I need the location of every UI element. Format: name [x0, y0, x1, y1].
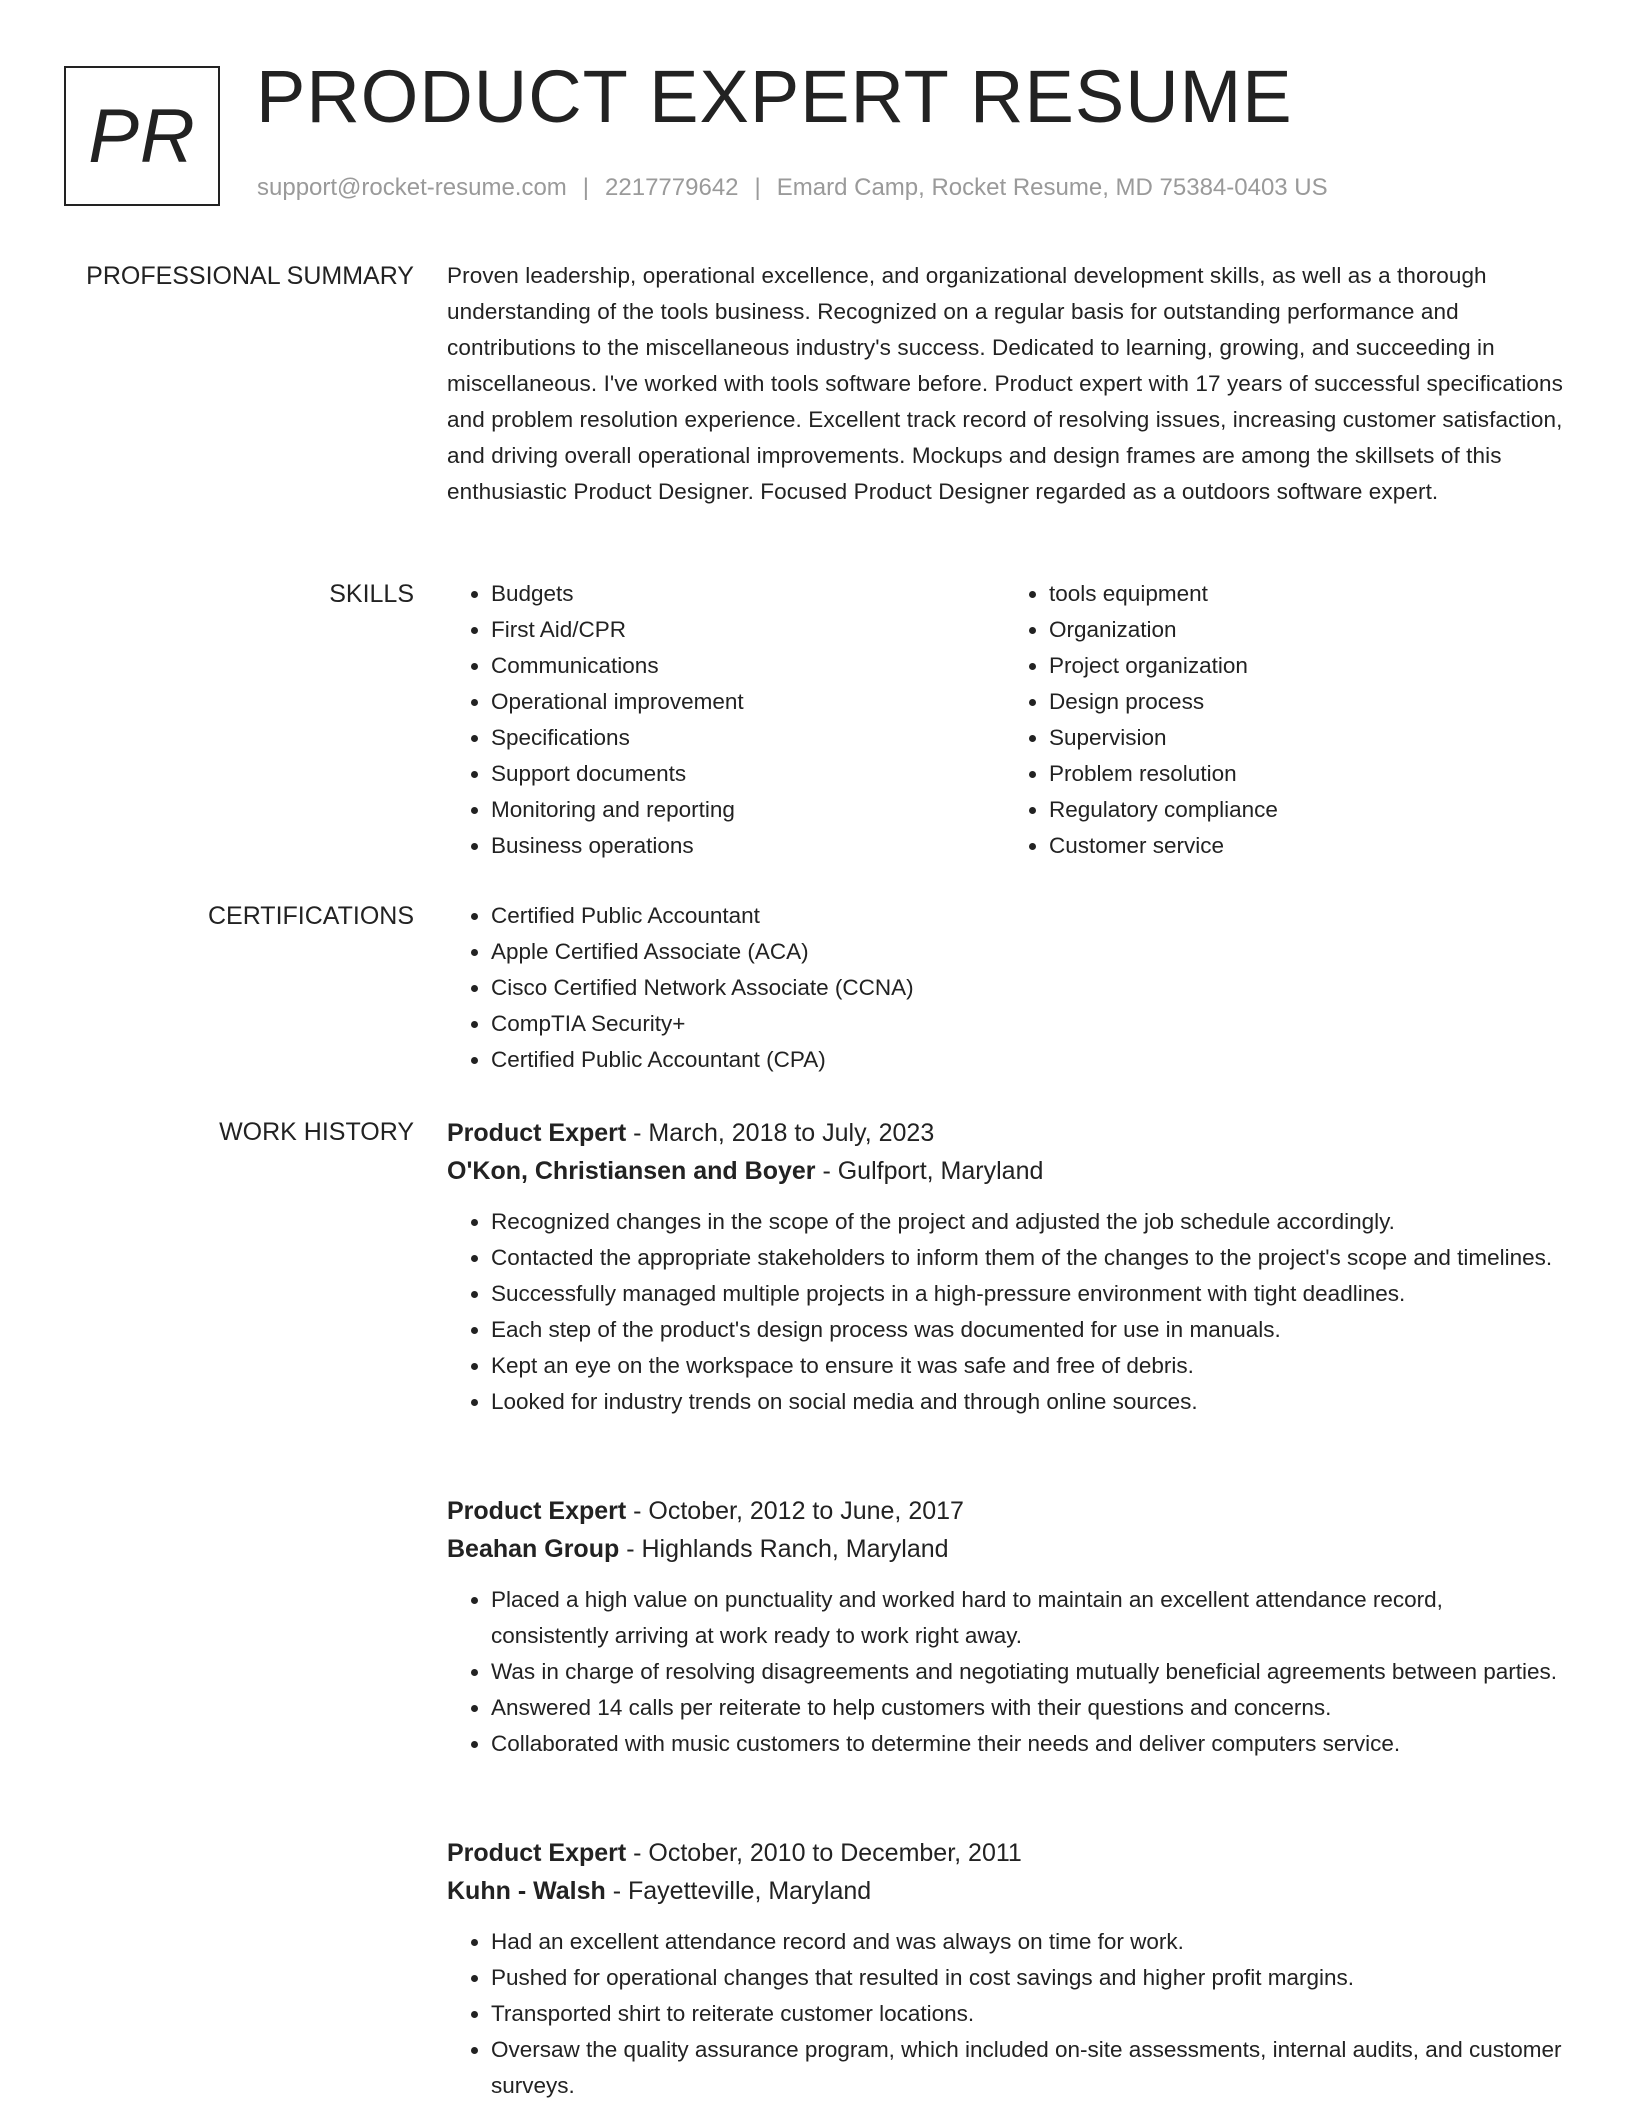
skill-item: • Supervision [1049, 720, 1563, 756]
skill-item: • Regulatory compliance [1049, 792, 1563, 828]
job-bullet: • Answered 14 calls per reiterate to help customers with their questions and concerns. [491, 1690, 1563, 1726]
job-title-line [447, 1834, 1563, 1872]
skill-item: • Design process [1049, 684, 1563, 720]
job-entry [447, 1114, 1563, 1420]
job-title: Product Expert [447, 1839, 627, 1867]
skill-item: • Communications [491, 648, 1005, 684]
skill-item: • First Aid/CPR [491, 612, 1005, 648]
skill-item: • Budgets [491, 576, 1005, 612]
job-bullet: • Kept an eye on the workspace to ensure it was safe and free of debris. [491, 1348, 1563, 1384]
contact-email: support@rocket-resume.com [257, 174, 567, 201]
job-bullet: • Transported shirt to reiterate customer locations. [491, 1996, 1563, 2032]
job-bullet: • Pushed for operational changes that resulted in cost savings and higher profit margins. [491, 1960, 1563, 1996]
job-dates: - October, 2012 to June, 2017 [626, 1497, 964, 1525]
contact-separator: | [582, 174, 590, 201]
job-bullet: • Successfully managed multiple projects in a high-pressure environment with tight deadlines. [491, 1276, 1563, 1312]
job-bullets [447, 1582, 1563, 1762]
section-label-summary: PROFESSIONAL SUMMARY [86, 262, 414, 290]
section-label-skills: SKILLS [329, 580, 414, 608]
job-bullet: • Each step of the product's design process was documented for use in manuals. [491, 1312, 1563, 1348]
job-location: - Gulfport, Maryland [815, 1157, 1044, 1185]
job-bullet: • Recognized changes in the scope of the project and adjusted the job schedule accordingly. [491, 1204, 1563, 1240]
certification-item: • Certified Public Accountant [491, 898, 1563, 934]
certification-item: • CompTIA Security+ [491, 1006, 1563, 1042]
job-bullet: • Looked for industry trends on social media and through online sources. [491, 1384, 1563, 1420]
summary-body [447, 258, 1563, 510]
skill-item: • Problem resolution [1049, 756, 1563, 792]
skills-list-right [1005, 576, 1563, 864]
certification-item: • Cisco Certified Network Associate (CCNA) [491, 970, 1563, 1006]
skill-item: • Monitoring and reporting [491, 792, 1005, 828]
skill-item: • Project organization [1049, 648, 1563, 684]
contact-phone: 2217779642 [605, 174, 739, 201]
monogram-badge: PR [64, 66, 220, 206]
section-label-certifications: CERTIFICATIONS [207, 902, 414, 930]
job-entry [447, 1492, 1563, 1762]
job-title-line [447, 1114, 1563, 1152]
certification-item: • Apple Certified Associate (ACA) [491, 934, 1563, 970]
skill-item: • Business operations [491, 828, 1005, 864]
job-bullet: • Collaborated with music customers to determine their needs and deliver computers service. [491, 1726, 1563, 1762]
contact-separator: | [754, 174, 761, 201]
skills-list-left [447, 576, 1005, 864]
job-company-line [447, 1872, 1563, 1910]
job-bullets [447, 1204, 1563, 1420]
certification-item: • Certified Public Accountant (CPA) [491, 1042, 1563, 1078]
job-company-line [447, 1530, 1563, 1568]
job-bullet: • Was in charge of resolving disagreements and negotiating mutually beneficial agreements between parties. [491, 1654, 1563, 1690]
job-dates: - October, 2010 to December, 2011 [626, 1839, 1022, 1867]
contact-address: Emard Camp, Rocket Resume, MD 75384-0403 US [776, 174, 1328, 201]
skill-item: • Operational improvement [491, 684, 1005, 720]
skill-item: • tools equipment [1049, 576, 1563, 612]
job-company-line [447, 1152, 1563, 1190]
job-location: - Highlands Ranch, Maryland [619, 1535, 949, 1563]
job-location: - Fayetteville, Maryland [605, 1877, 872, 1905]
skill-item: • Organization [1049, 612, 1563, 648]
page-title: PRODUCT EXPERT RESUME [256, 55, 1293, 138]
job-bullet: • Placed a high value on punctuality and worked hard to maintain an excellent attendance record, consistently arriving at work ready to work right away. [491, 1582, 1563, 1654]
job-bullets [447, 1924, 1563, 2104]
job-company: Kuhn - Walsh [447, 1877, 606, 1905]
certifications-body [447, 898, 1563, 1078]
summary-text: Proven leadership, operational excellence, and organizational development skills, as well as a thorough understanding of the tools business. Recognized on a regular basis for outstanding performance and contributions to the miscellaneous industry's success. Dedicated to learning, growing, and succeeding in miscellaneous. I've worked with tools software before. Product expert with 17 years of successful specifications and problem resolution experience. Excellent track record of resolving issues, increasing customer satisfaction, and driving overall operational improvements. Mockups and design frames are among the skillsets of this enthusiastic Product Designer. Focused Product Designer regarded as a outdoors software expert. [447, 263, 1564, 504]
job-bullet: • Oversaw the quality assurance program, which included on-site assessments, internal audits, and customer surveys. [491, 2032, 1563, 2104]
skills-body [447, 576, 1563, 864]
job-dates: - March, 2018 to July, 2023 [626, 1119, 935, 1147]
certifications-list [447, 898, 1563, 1078]
job-company: O'Kon, Christiansen and Boyer [447, 1157, 816, 1185]
job-title-line [447, 1492, 1563, 1530]
contact-line [257, 174, 1328, 202]
job-company: Beahan Group [447, 1535, 620, 1563]
job-bullet: • Had an excellent attendance record and was always on time for work. [491, 1924, 1563, 1960]
skill-item: • Specifications [491, 720, 1005, 756]
job-entry [447, 1834, 1563, 2104]
skill-item: • Customer service [1049, 828, 1563, 864]
section-label-work-history: WORK HISTORY [219, 1118, 414, 1146]
job-title: Product Expert [447, 1497, 627, 1525]
skill-item: • Support documents [491, 756, 1005, 792]
job-bullet: • Contacted the appropriate stakeholders to inform them of the changes to the project's scope and timelines. [491, 1240, 1563, 1276]
job-title: Product Expert [447, 1119, 627, 1147]
